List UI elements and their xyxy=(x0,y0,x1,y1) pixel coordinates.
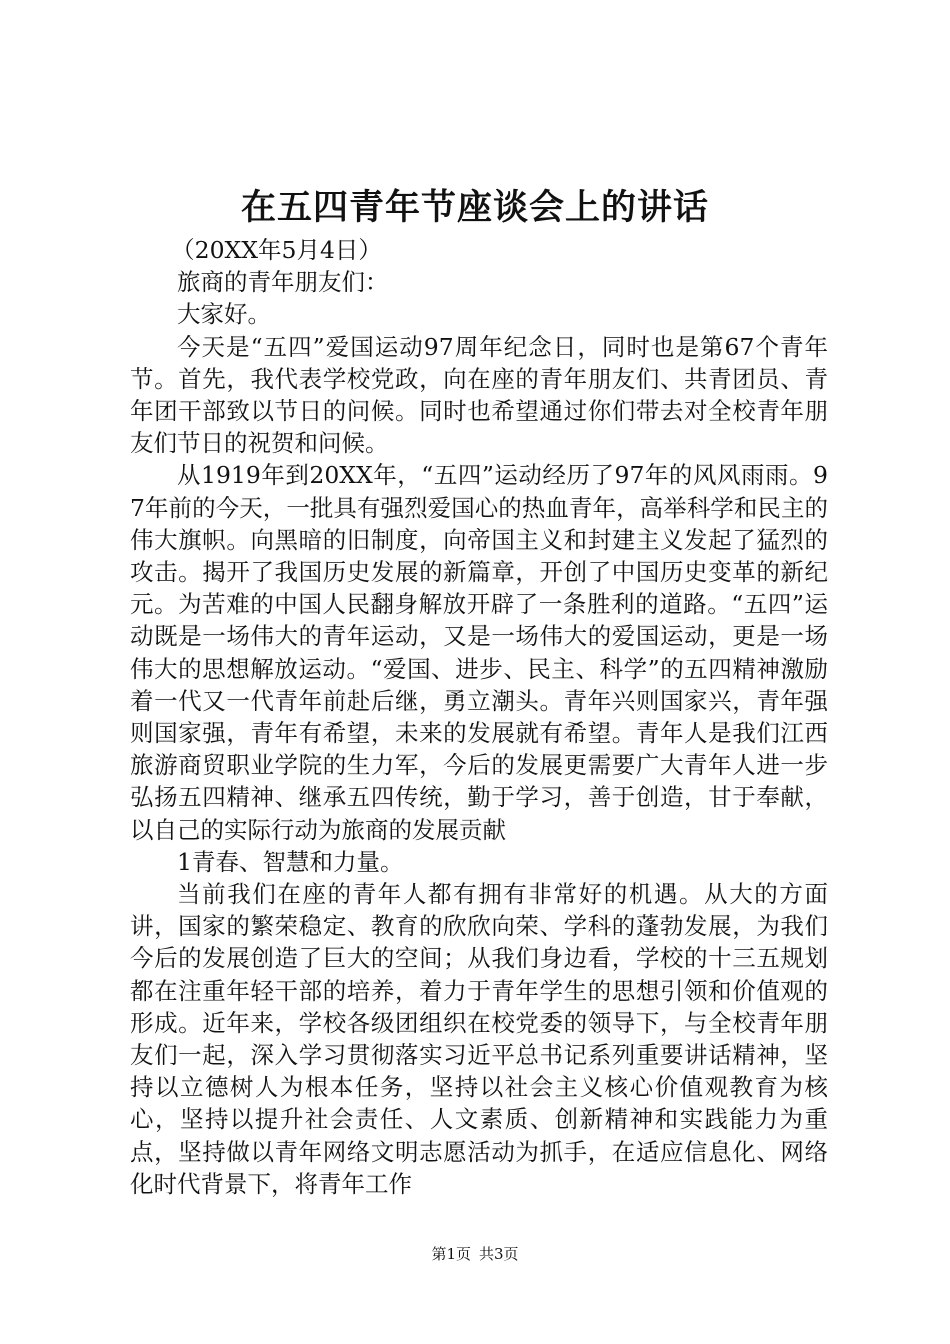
paragraph-3: 1青春、智慧和力量。 xyxy=(177,847,404,876)
paragraph-4: 当前我们在座的青年人都有拥有非常好的机遇。从大的方面讲，国家的繁荣稳定、教育的欣欣向荣、学科的蓬勃发展，为我们今后的发展创造了巨大的空间；从我们身边看，学校的十三五规划都在注重年轻干部的培养，着力于青年学生的思想引领和价值观的形成。近年来，学校各级团组织在校党委的领导下，与全校青年朋友们一起，深入学习贯彻落实习近平总书记系列重要讲话精神，坚持以立德树人为根本任务，坚持以社会主义核心价值观教育为核心，坚持以提升社会责任、人文素质、创新精神和实践能力为重点，坚持做以青年网络文明志愿活动为抓手，在适应信息化、网络化时代背景下，将青年工作 xyxy=(130,880,828,1198)
paragraph-1: 今天是“五四”爱国运动97周年纪念日，同时也是第67个青年节。首先，我代表学校党政，向在座的青年朋友们、共青团员、青年团干部致以节日的问候。同时也希望通过你们带去对全校青年朋友们节日的祝贺和问候。 xyxy=(130,332,828,458)
page-number: 第1页 xyxy=(431,1245,471,1263)
document-title: 在五四青年节座谈会上的讲话 xyxy=(240,187,709,228)
paragraph-2: 从1919年到20XX年，“五四”运动经历了97年的风风雨雨。97年前的今天，一批具有强烈爱国心的热血青年，高举科学和民主的伟大旗帜。向黑暗的旧制度，向帝国主义和封建主义发起了猛烈的攻击。揭开了我国历史发展的新篇章，开创了中国历史变革的新纪元。为苦难的中国人民翻身解放开辟了一条胜利的道路。“五四”运动既是一场伟大的青年运动，又是一场伟大的爱国运动，更是一场伟大的思想解放运动。“爱国、进步、民主、科学”的五四精神激励着一代又一代青年前赴后继，勇立潮头。青年兴则国家兴，青年强则国家强，青年有希望，未来的发展就有希望。青年人是我们江西旅游商贸职业学院的生力军，今后的发展更需要广大青年人进一步弘扬五四精神、继承五四传统，勤于学习，善于创造，甘于奉献，以自己的实际行动为旅商的发展贡献 xyxy=(130,461,828,844)
greeting: 大家好。 xyxy=(177,300,271,329)
page-total: 共3页 xyxy=(479,1245,519,1263)
page-footer xyxy=(0,1244,950,1264)
salutation: 旅商的青年朋友们： xyxy=(177,268,389,297)
speech-date: （20XX年5月4日） xyxy=(171,236,382,264)
document-body xyxy=(130,234,828,1200)
